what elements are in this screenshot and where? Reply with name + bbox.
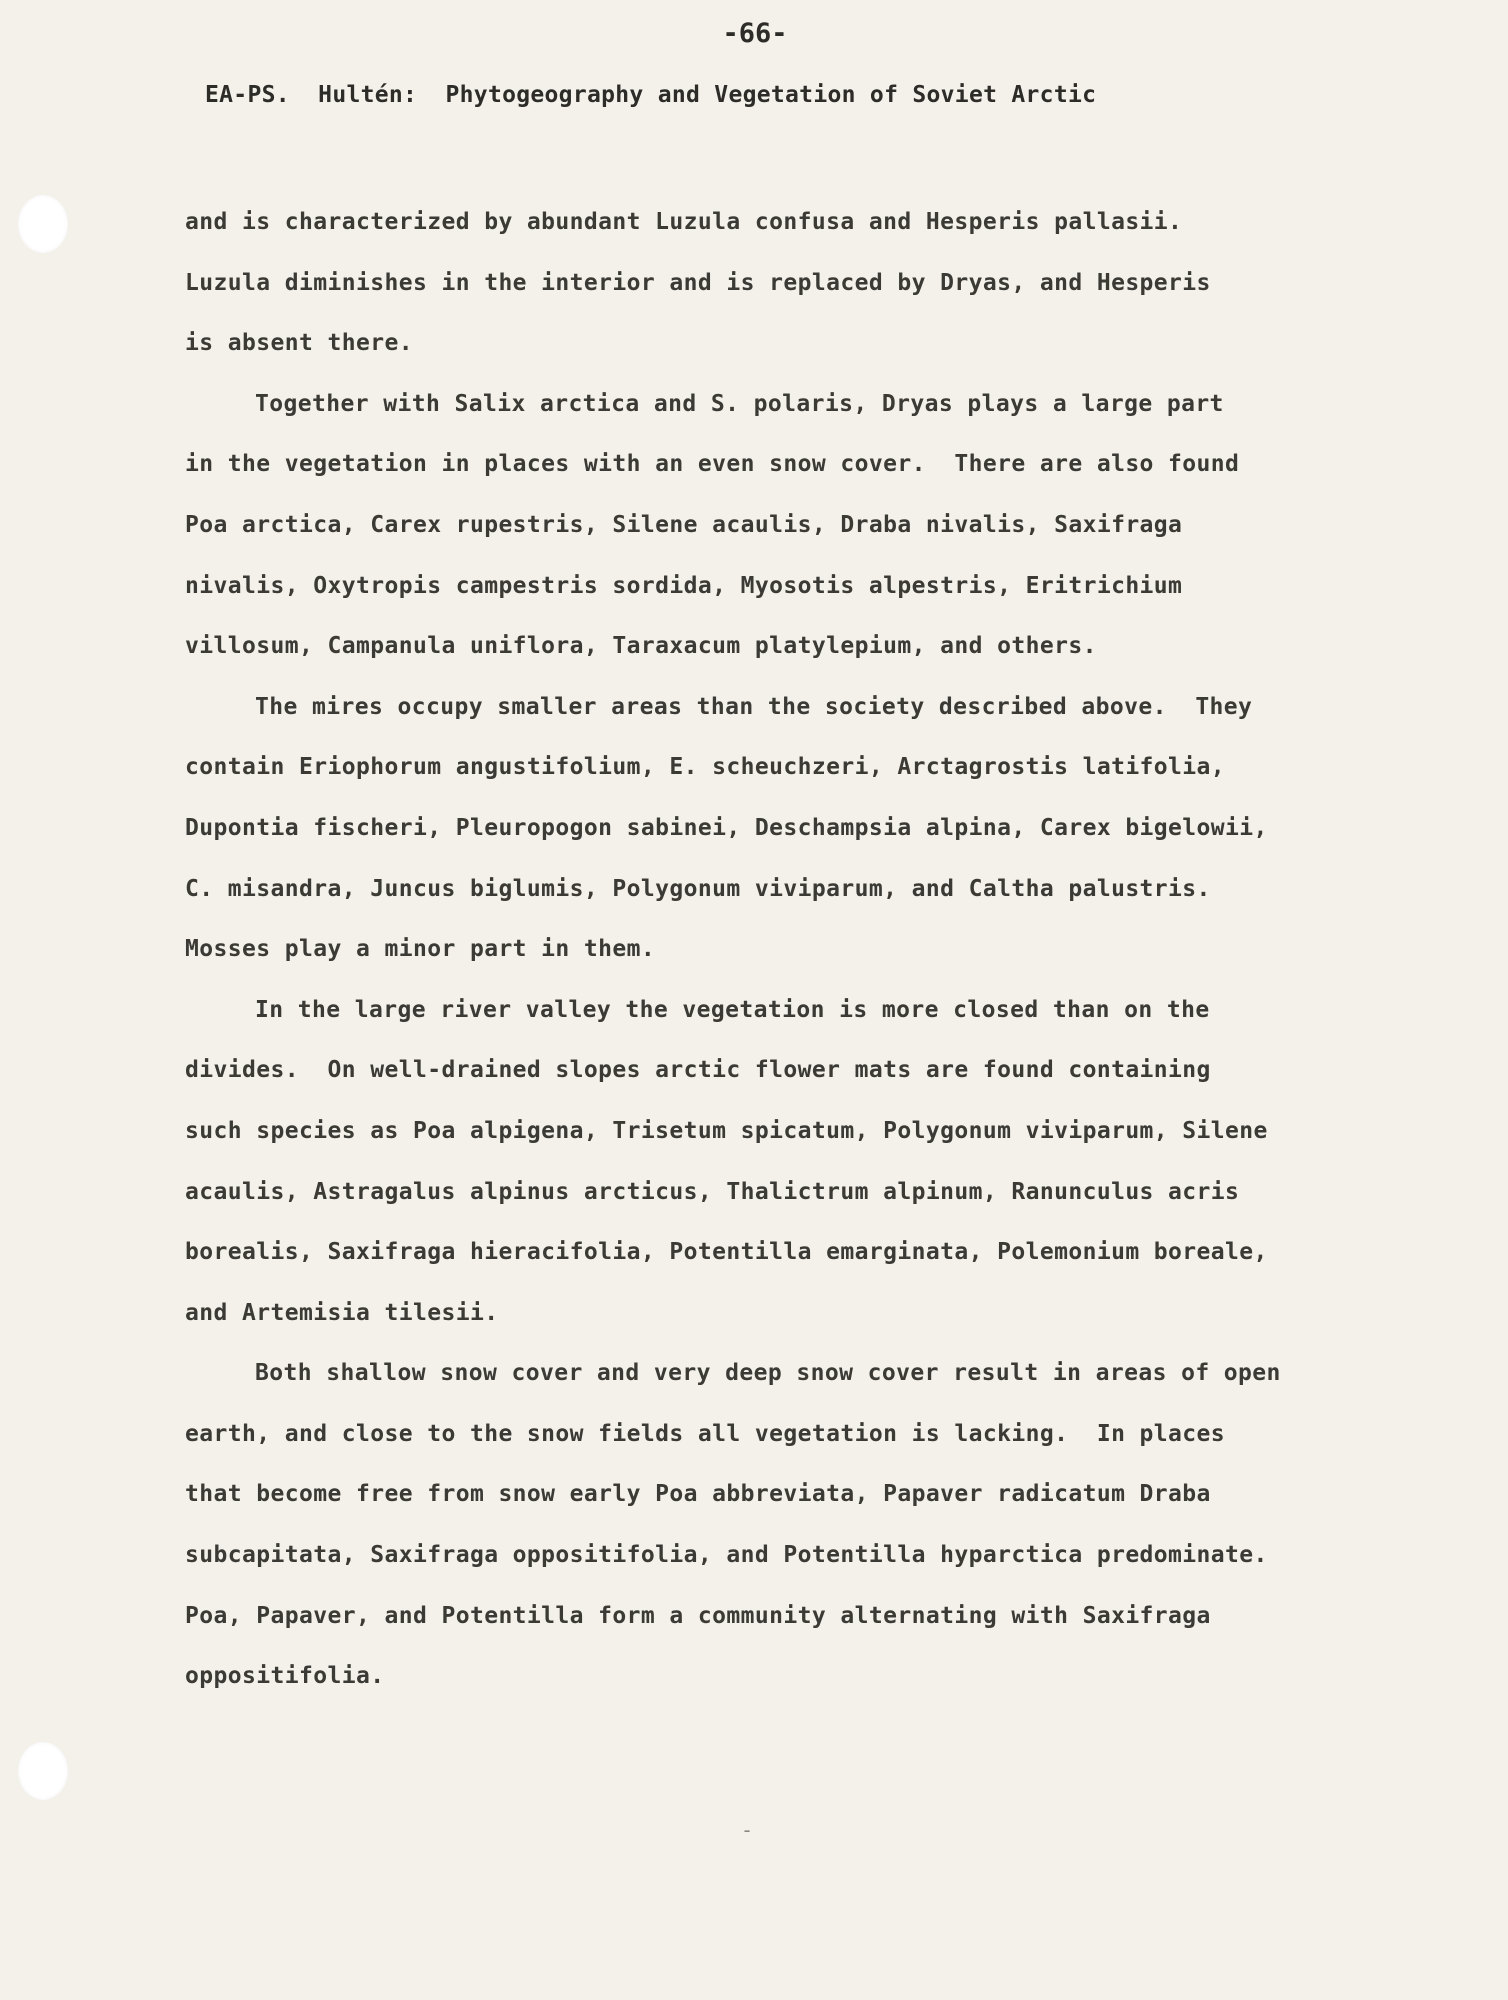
text-line: in the vegetation in places with an even snow cover. There are also found (185, 451, 1240, 478)
text-line: that become free from snow early Poa abbreviata, Papaver radicatum Draba (185, 1481, 1211, 1508)
punch-hole-bottom (18, 1742, 68, 1800)
text-line: acaulis, Astragalus alpinus arcticus, Thalictrum alpinum, Ranunculus acris (185, 1178, 1240, 1205)
text-line: villosum, Campanula uniflora, Taraxacum platylepium, and others. (185, 633, 1097, 660)
text-line: The mires occupy smaller areas than the society described above. They (255, 693, 1253, 720)
text-line: Poa arctica, Carex rupestris, Silene acaulis, Draba nivalis, Saxifraga (185, 511, 1183, 538)
text-line: Poa, Papaver, and Potentilla form a community alternating with Saxifraga (185, 1602, 1211, 1629)
text-line: C. misandra, Juncus biglumis, Polygonum viviparum, and Caltha palustris. (185, 875, 1211, 902)
text-line: Luzula diminishes in the interior and is replaced by Dryas, and Hesperis (185, 269, 1211, 296)
text-line: subcapitata, Saxifraga oppositifolia, and Potentilla hyparctica predominate. (185, 1542, 1268, 1569)
text-line: oppositifolia. (185, 1663, 385, 1690)
footer-mark: - (741, 1818, 754, 1842)
text-line: and Artemisia tilesii. (185, 1299, 499, 1326)
page-number: -66- (722, 18, 788, 49)
text-line: and is characterized by abundant Luzula confusa and Hesperis pallasii. (185, 209, 1183, 235)
text-line: nivalis, Oxytropis campestris sordida, Myosotis alpestris, Eritrichium (185, 572, 1183, 599)
text-line: borealis, Saxifraga hieracifolia, Potentilla emarginata, Polemonium boreale, (185, 1239, 1268, 1266)
text-line: such species as Poa alpigena, Trisetum spicatum, Polygonum viviparum, Silene (185, 1117, 1268, 1144)
text-line: Together with Salix arctica and S. polaris, Dryas plays a large part (255, 390, 1224, 417)
running-head: EA-PS. Hultén: Phytogeography and Vegetation of Soviet Arctic (205, 82, 1097, 108)
text-line: Dupontia fischeri, Pleuropogon sabinei, Deschampsia alpina, Carex bigelowii, (185, 814, 1268, 841)
text-line: earth, and close to the snow fields all vegetation is lacking. In places (185, 1420, 1226, 1447)
text-line: Mosses play a minor part in them. (185, 936, 656, 963)
text-line: contain Eriophorum angustifolium, E. scheuchzeri, Arctagrostis latifolia, (185, 754, 1226, 781)
text-line: divides. On well-drained slopes arctic flower mats are found containing (185, 1057, 1211, 1084)
text-line: Both shallow snow cover and very deep snow cover result in areas of open (255, 1360, 1281, 1387)
body-text (185, 192, 1365, 1707)
punch-hole-top (18, 195, 68, 253)
text-line: is absent there. (185, 330, 413, 357)
text-line: In the large river valley the vegetation is more closed than on the (255, 996, 1210, 1023)
